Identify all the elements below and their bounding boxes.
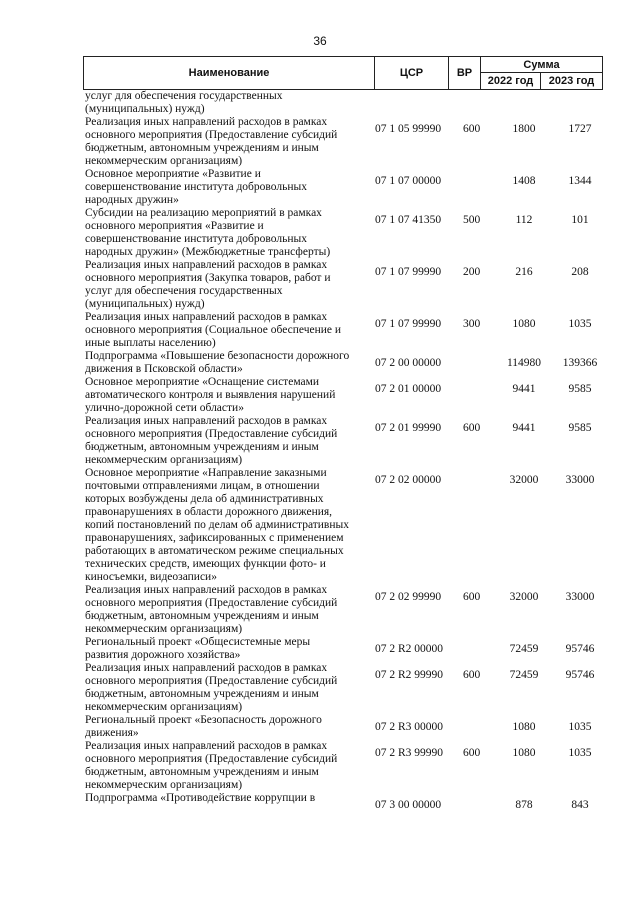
header-year-2023: 2023 год — [548, 75, 595, 87]
row-csr: 07 2 R2 00000 — [375, 643, 444, 655]
table-row — [85, 415, 605, 467]
row-sum-2023: 1727 — [568, 123, 592, 135]
row-vr — [463, 467, 493, 584]
row-sum-2022: 1080 — [512, 747, 536, 759]
row-name: Основное мероприятие «Направление заказными почтовыми отправлениями лицам, в отношении которых возбуждены дела об административных правонарушениях в области дорожного движения, копий постановлений по делам об административных правонарушениях, зафиксированных с применением работающих в автоматическом режиме специальных технических средств, имеющих функции фото- и киносъемки, видеозаписи» — [85, 467, 349, 583]
row-sum-2022: 9441 — [512, 422, 536, 434]
row-name: Реализация иных направлений расходов в рамках основного мероприятия (Предоставление субсидий бюджетным, автономным учреждениям и иным некоммерческим организациям) — [85, 415, 338, 466]
row-name: Подпрограмма «Повышение безопасности дорожного движения в Псковской области» — [85, 350, 350, 375]
row-sum-2023: 139366 — [562, 357, 598, 369]
row-sum-2022: 878 — [515, 799, 533, 811]
table-row — [85, 168, 605, 207]
row-sum-2023: 9585 — [568, 422, 592, 434]
row-sum-2023: 33000 — [565, 591, 595, 603]
row-sum-2022: 72459 — [509, 669, 539, 681]
row-name: Реализация иных направлений расходов в рамках основного мероприятия (Предоставление субсидий бюджетным, автономным учреждениям и иным некоммерческим организациям) — [85, 116, 338, 167]
header-csr: ЦСР — [375, 57, 449, 89]
row-sum-2023: 208 — [571, 266, 589, 278]
row-sum-2022: 1080 — [512, 721, 536, 733]
row-name: Подпрограмма «Противодействие коррупции в — [85, 792, 316, 804]
row-csr: 07 1 07 99990 — [375, 266, 442, 278]
row-vr: 200 — [463, 266, 481, 278]
row-vr: 600 — [463, 669, 481, 681]
row-vr — [463, 792, 493, 812]
row-vr — [463, 636, 493, 662]
row-vr — [463, 90, 493, 116]
row-vr: 500 — [463, 214, 481, 226]
row-name: Субсидии на реализацию мероприятий в рамках основного мероприятия «Развитие и совершенствование института добровольных народных дружин» (Межбюджетные трансферты) — [85, 207, 331, 258]
row-vr: 600 — [463, 422, 481, 434]
row-sum-2022: 72459 — [509, 643, 539, 655]
row-sum-2022: 9441 — [512, 383, 536, 395]
table-row — [85, 584, 605, 636]
row-name: Реализация иных направлений расходов в рамках основного мероприятия (Закупка товаров, работ и услуг для обеспечения государственных (муниципальных) нужд) — [85, 259, 331, 310]
table-row — [85, 90, 605, 116]
row-name: Основное мероприятие «Развитие и совершенствование института добровольных народных дружин» — [85, 168, 307, 206]
row-vr — [463, 350, 493, 376]
page-number: 36 — [313, 34, 327, 48]
row-name: Основное мероприятие «Оснащение системами автоматического контроля и выявления нарушений улично-дорожной сети области» — [85, 376, 336, 414]
row-name: Реализация иных направлений расходов в рамках основного мероприятия (Предоставление субсидий бюджетным, автономным учреждениям и иным некоммерческим организациям) — [85, 584, 338, 635]
row-vr: 600 — [463, 123, 481, 135]
row-sum-2023: 1344 — [568, 175, 592, 187]
row-csr: 07 1 07 99990 — [375, 318, 442, 330]
row-vr — [463, 714, 493, 740]
table-row — [85, 259, 605, 311]
row-sum-2023: 1035 — [568, 721, 592, 733]
table-row — [85, 311, 605, 350]
row-csr: 07 2 02 00000 — [375, 474, 442, 486]
row-sum-2023 — [555, 90, 605, 116]
row-sum-2022: 1408 — [512, 175, 536, 187]
row-csr: 07 2 R2 99990 — [375, 669, 444, 681]
row-name: Реализация иных направлений расходов в рамках основного мероприятия (Социальное обеспечение и иные выплаты населению) — [85, 311, 342, 349]
header-vr: ВР — [449, 57, 481, 89]
row-csr: 07 2 00 00000 — [375, 357, 442, 369]
row-csr: 07 2 02 99990 — [375, 591, 442, 603]
row-csr — [375, 90, 463, 116]
row-vr — [463, 168, 493, 207]
row-sum-2022: 216 — [515, 266, 533, 278]
row-sum-2023: 1035 — [568, 318, 592, 330]
row-sum-2023: 95746 — [565, 643, 595, 655]
row-sum-2022: 112 — [515, 214, 533, 226]
header-sum: Сумма — [481, 57, 602, 73]
row-name: Реализация иных направлений расходов в рамках основного мероприятия (Предоставление субсидий бюджетным, автономным учреждениям и иным некоммерческим организациям) — [85, 662, 338, 713]
row-sum-2022: 1080 — [512, 318, 536, 330]
row-csr: 07 1 07 00000 — [375, 175, 442, 187]
table-row — [85, 636, 605, 662]
table-header — [83, 56, 603, 90]
row-sum-2022: 114980 — [506, 357, 542, 369]
row-vr: 600 — [463, 591, 481, 603]
table-row — [85, 116, 605, 168]
row-csr: 07 1 07 41350 — [375, 214, 442, 226]
row-sum-2023: 1035 — [568, 747, 592, 759]
table-row — [85, 467, 605, 584]
row-csr: 07 3 00 00000 — [375, 799, 442, 811]
table-row — [85, 714, 605, 740]
table-row — [85, 792, 605, 812]
table-body — [85, 90, 605, 812]
table-row — [85, 662, 605, 714]
row-name: услуг для обеспечения государственных (муниципальных) нужд) — [85, 90, 283, 115]
row-vr — [463, 376, 493, 415]
row-vr: 600 — [463, 747, 481, 759]
row-sum-2023: 843 — [571, 799, 589, 811]
row-name: Региональный проект «Общесистемные меры развития дорожного хозяйства» — [85, 636, 311, 661]
row-sum-2022 — [493, 90, 555, 116]
row-csr: 07 1 05 99990 — [375, 123, 442, 135]
row-sum-2023: 101 — [571, 214, 589, 226]
row-name: Реализация иных направлений расходов в рамках основного мероприятия (Предоставление субсидий бюджетным, автономным учреждениям и иным некоммерческим организациям) — [85, 740, 338, 791]
row-sum-2022: 32000 — [509, 474, 539, 486]
row-csr: 07 2 01 00000 — [375, 383, 442, 395]
row-csr: 07 2 R3 99990 — [375, 747, 444, 759]
header-name: Наименование — [84, 57, 375, 89]
table-row — [85, 376, 605, 415]
row-sum-2022: 32000 — [509, 591, 539, 603]
table-row — [85, 350, 605, 376]
row-sum-2023: 9585 — [568, 383, 592, 395]
table-row — [85, 740, 605, 792]
header-year-2022: 2022 год — [481, 73, 541, 89]
row-sum-2023: 95746 — [565, 669, 595, 681]
row-csr: 07 2 01 99990 — [375, 422, 442, 434]
row-sum-2022: 1800 — [512, 123, 536, 135]
row-name: Региональный проект «Безопасность дорожного движения» — [85, 714, 322, 739]
table-row — [85, 207, 605, 259]
row-csr: 07 2 R3 00000 — [375, 721, 444, 733]
row-sum-2023: 33000 — [565, 474, 595, 486]
row-vr: 300 — [463, 318, 481, 330]
